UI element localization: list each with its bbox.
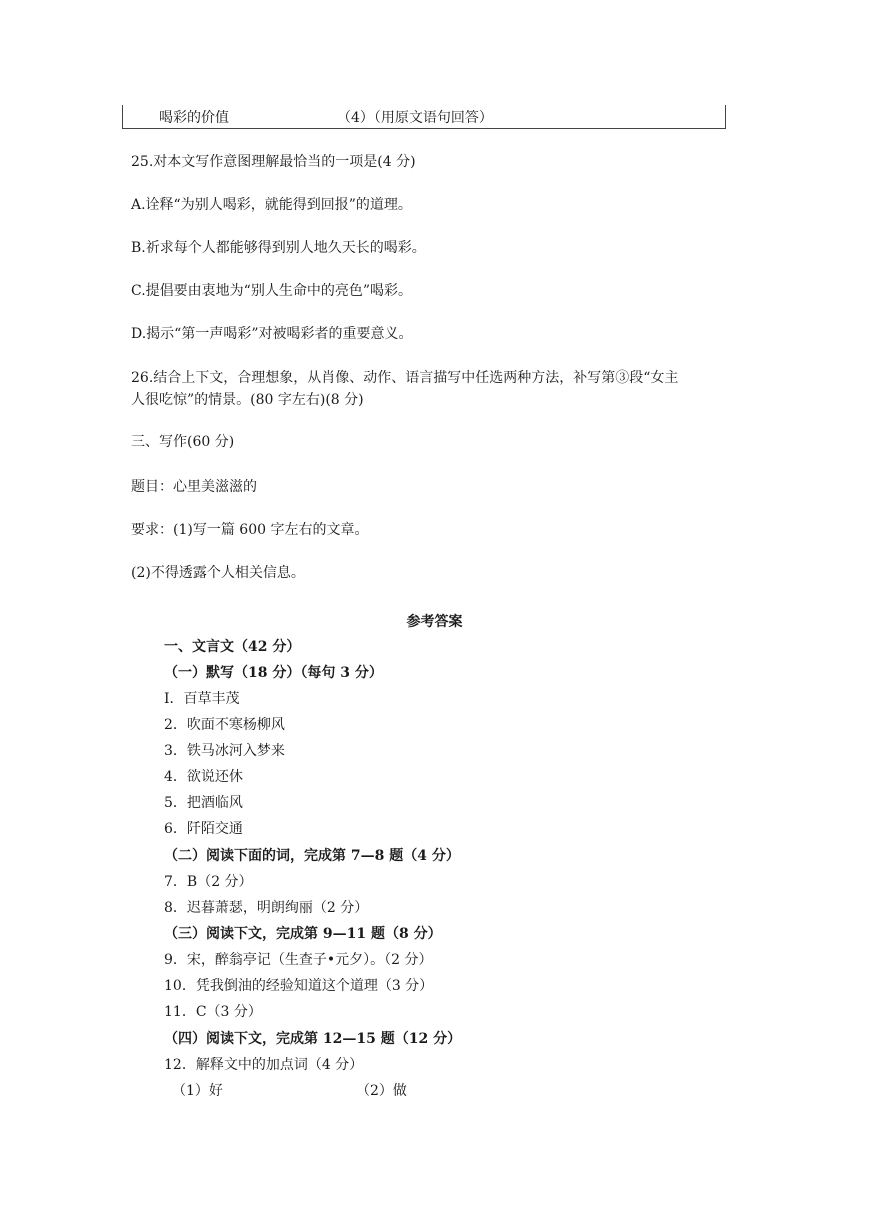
answer-item: 2．吹面不寒杨柳风: [164, 717, 285, 733]
table-cell-left: 喝彩的价值: [159, 110, 229, 126]
answer-subsection-heading: （四）阅读下文，完成第 12—15 题（12 分）: [164, 1031, 462, 1047]
table-cell-right: （4）（用原文语句回答）: [337, 110, 493, 126]
answer-item: 6．阡陌交通: [164, 821, 243, 837]
answer-item: 8．迟暮萧瑟，明朗绚丽（2 分）: [164, 900, 369, 916]
section-writing-heading: 三、写作(60 分): [131, 434, 235, 450]
answer-item: 4．欲说还休: [164, 769, 243, 785]
essay-requirement-1: 要求：(1)写一篇 600 字左右的文章。: [131, 522, 369, 538]
question-26-line-1: 26.结合上下文，合理想象，从肖像、动作、语言描写中任选两种方法，补写第③段“女主: [131, 370, 679, 386]
essay-topic: 题目：心里美滋滋的: [131, 479, 257, 495]
answer-subsection-heading: （二）阅读下面的词，完成第 7—8 题（4 分）: [164, 848, 460, 864]
answers-title: 参考答案: [406, 614, 463, 630]
question-25: 25.对本文写作意图理解最恰当的一项是(4 分): [131, 154, 416, 170]
table-row: [122, 105, 726, 129]
answer-subsection-heading: （一）默写（18 分）（每句 3 分）: [164, 665, 383, 681]
answer-section-heading: 一、文言文（42 分）: [164, 639, 301, 655]
answer-item: 7．B（2 分）: [164, 874, 253, 890]
answer-item: I．百草丰茂: [164, 691, 240, 707]
option-b: B.祈求每个人都能够得到别人地久天长的喝彩。: [131, 240, 426, 256]
answer-subsection-heading: （三）阅读下文，完成第 9—11 题（8 分）: [164, 926, 442, 942]
answer-item: （1）好: [172, 1083, 223, 1099]
question-26-line-2: 人很吃惊”的情景。(80 字左右)(8 分): [131, 392, 364, 408]
option-a: A.诠释“为别人喝彩，就能得到回报”的道理。: [131, 197, 412, 213]
essay-requirement-2: (2)不得透露个人相关信息。: [131, 565, 305, 581]
answer-item: 3．铁马冰河入梦来: [164, 743, 285, 759]
answer-item: 11．C（3 分）: [164, 1004, 262, 1020]
answer-item: （2）做: [356, 1083, 407, 1099]
option-c: C.提倡要由衷地为“别人生命中的亮色”喝彩。: [131, 283, 412, 299]
answer-item: 10．凭我倒油的经验知道这个道理（3 分）: [164, 978, 434, 994]
answer-item: 12．解释文中的加点词（4 分）: [164, 1057, 364, 1073]
answer-item: 9．宋，醉翁亭记（生查子•元夕）。（2 分）: [164, 952, 433, 968]
option-d: D.揭示“第一声喝彩”对被喝彩者的重要意义。: [131, 326, 413, 342]
answer-item: 5．把酒临风: [164, 795, 243, 811]
